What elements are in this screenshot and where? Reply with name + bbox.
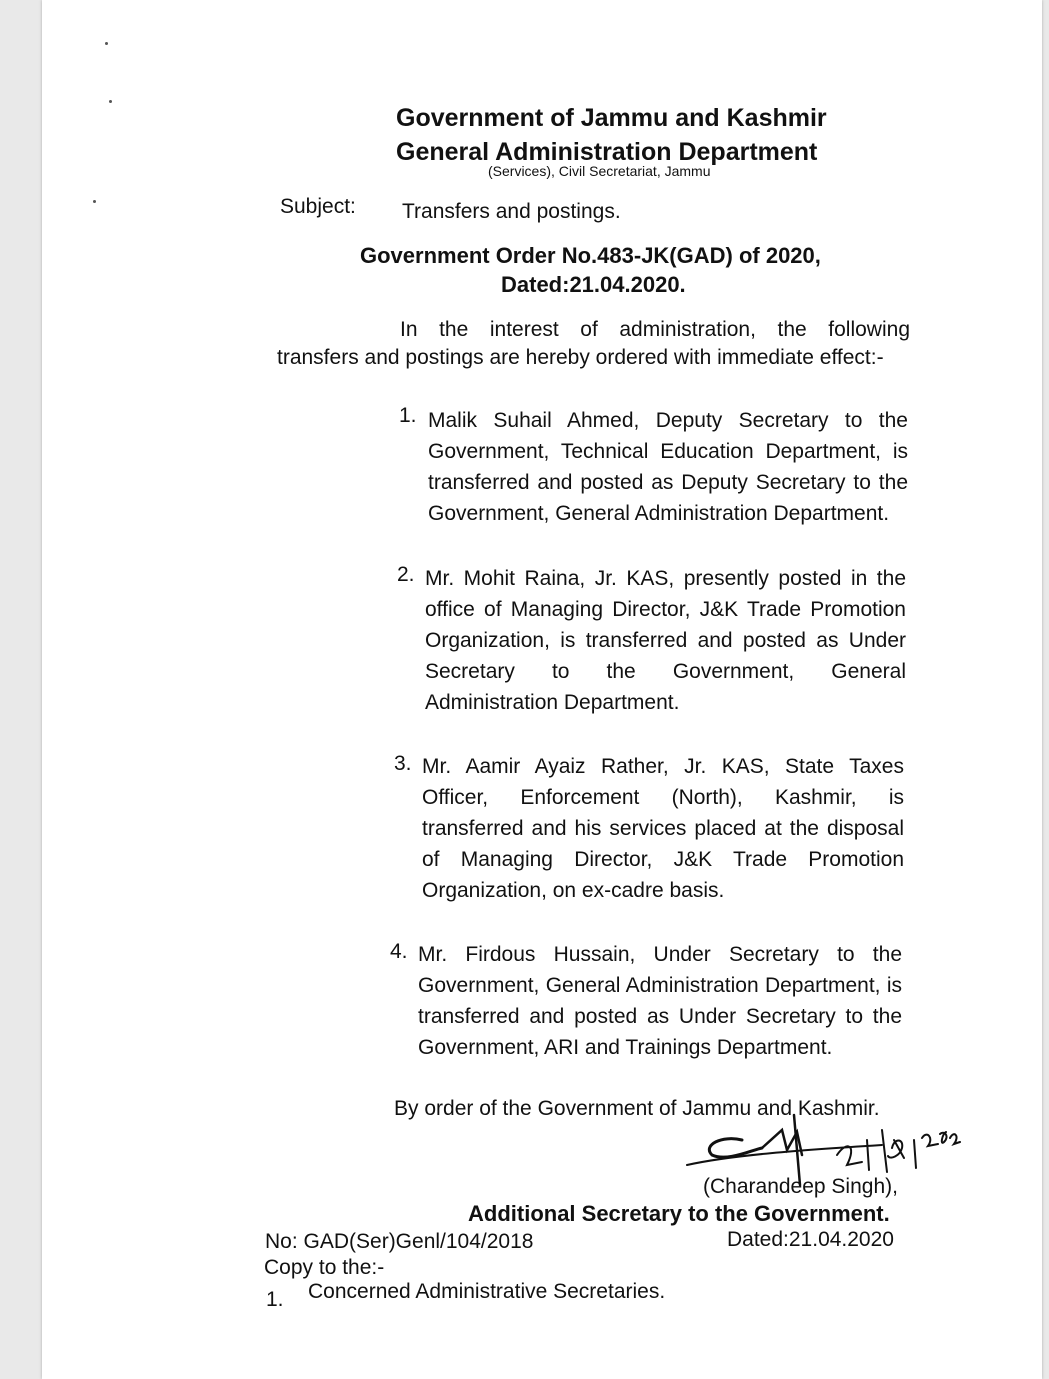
scan-speck [105,42,108,45]
list-item: Mr. Mohit Raina, Jr. KAS, presently posted in the office of Managing Director, J&K Trade Promotion Organization, is transferred and posted as Under Secretary to the Government, General Administration Department. [425,567,906,714]
header-government: Government of Jammu and Kashmir [396,104,827,132]
document-page [42,0,1042,1379]
copy-item-text: Concerned Administrative Secretaries. [308,1280,666,1303]
scan-speck [93,200,96,203]
copy-item-number: 1. [266,1288,284,1311]
reference-number: No: GAD(Ser)Genl/104/2018 [265,1230,534,1253]
by-order-line: By order of the Government of Jammu and Kashmir. [394,1097,880,1120]
item-number: 3. [394,752,412,775]
item-number: 1. [399,404,417,427]
header-department: General Administration Department [396,138,818,166]
order-number: Government Order No.483-JK(GAD) of 2020, [360,243,821,268]
list-item: Mr. Aamir Ayaiz Rather, Jr. KAS, State Taxes Officer, Enforcement (North), Kashmir, is transferred and his services placed at the disposal of Managing Director, J&K Trade Promotion Organization, on ex-cadre basis. [422,755,904,902]
header-address: (Services), Civil Secretariat, Jammu [488,163,711,179]
list-item: Mr. Firdous Hussain, Under Secretary to the Government, General Administration Department, is transferred and posted as Under Secretary to the Government, ARI and Trainings Department. [418,943,902,1059]
intro-line-1: In the interest of administration, the following [400,318,910,341]
item-number: 4. [390,940,408,963]
subject-text: Transfers and postings. [402,200,621,223]
list-item: Malik Suhail Ahmed, Deputy Secretary to the Government, Technical Education Department, is transferred and posted as Deputy Secretary to the Government, General Administration Department. [428,409,908,525]
signatory-name: (Charandeep Singh), [703,1175,898,1198]
signatory-title: Additional Secretary to the Government. [468,1201,890,1226]
copy-to-label: Copy to the:- [264,1256,385,1279]
scan-speck [109,100,112,103]
order-date: Dated:21.04.2020. [501,272,686,297]
intro-line-2: transfers and postings are hereby ordered with immediate effect:- [277,346,884,369]
subject-label: Subject: [280,195,356,218]
reference-date: Dated:21.04.2020 [727,1228,894,1251]
item-number: 2. [397,563,415,586]
